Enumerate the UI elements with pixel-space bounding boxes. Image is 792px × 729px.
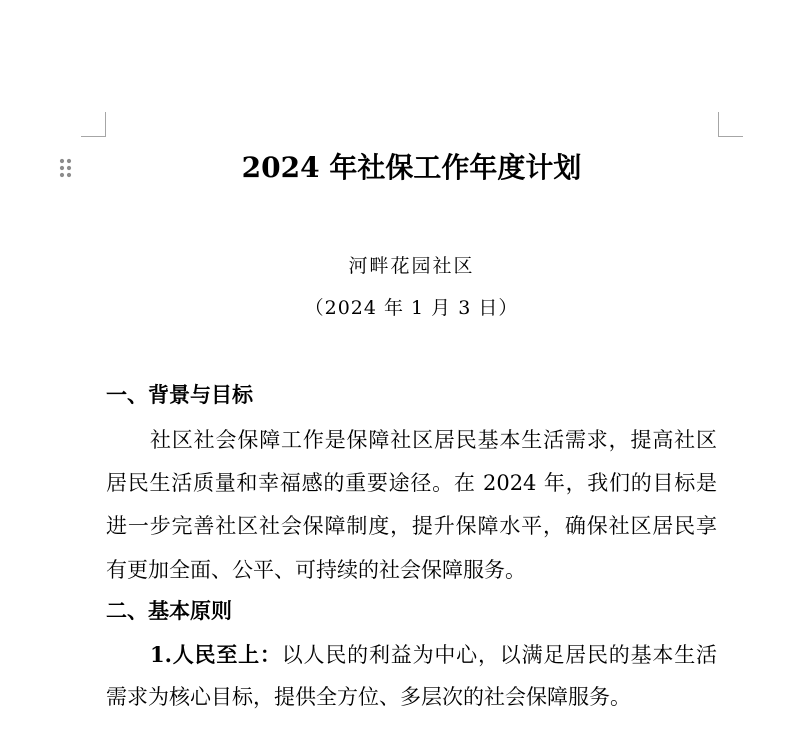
- drag-handle-icon[interactable]: [58, 157, 72, 179]
- organization-name: 河畔花园社区: [348, 255, 475, 277]
- principle-item-line: [150, 640, 717, 670]
- drag-handle-dots: [58, 157, 72, 179]
- section-heading-basic-principles: 二、基本原则: [106, 599, 232, 623]
- paragraph-line: 进一步完善社区社会保障制度，提升保障水平，确保社区居民享: [106, 514, 717, 538]
- principle-item-text: 以人民的利益为中心，以满足居民的基本生活: [281, 643, 717, 667]
- paragraph-line: 社区社会保障工作是保障社区居民基本生活需求，提高社区: [150, 428, 717, 452]
- margin-corner-mark-top-right: [718, 112, 743, 137]
- paragraph-line: 居民生活质量和幸福感的重要途径。在 2024 年，我们的目标是: [106, 471, 717, 495]
- section-heading-background-goals: 一、背景与目标: [106, 383, 253, 407]
- margin-corner-mark-top-left: [81, 112, 106, 137]
- document-editor-area[interactable]: [82, 112, 742, 729]
- document-title: 2024 年社保工作年度计划: [241, 151, 582, 184]
- document-date: （2024 年 1 月 3 日）: [304, 297, 519, 319]
- principle-item-label: 1.人民至上：: [150, 642, 282, 667]
- principle-item-line: 需求为核心目标，提供全方位、多层次的社会保障服务。: [106, 685, 631, 709]
- paragraph-line: 有更加全面、公平、可持续的社会保障服务。: [106, 558, 526, 582]
